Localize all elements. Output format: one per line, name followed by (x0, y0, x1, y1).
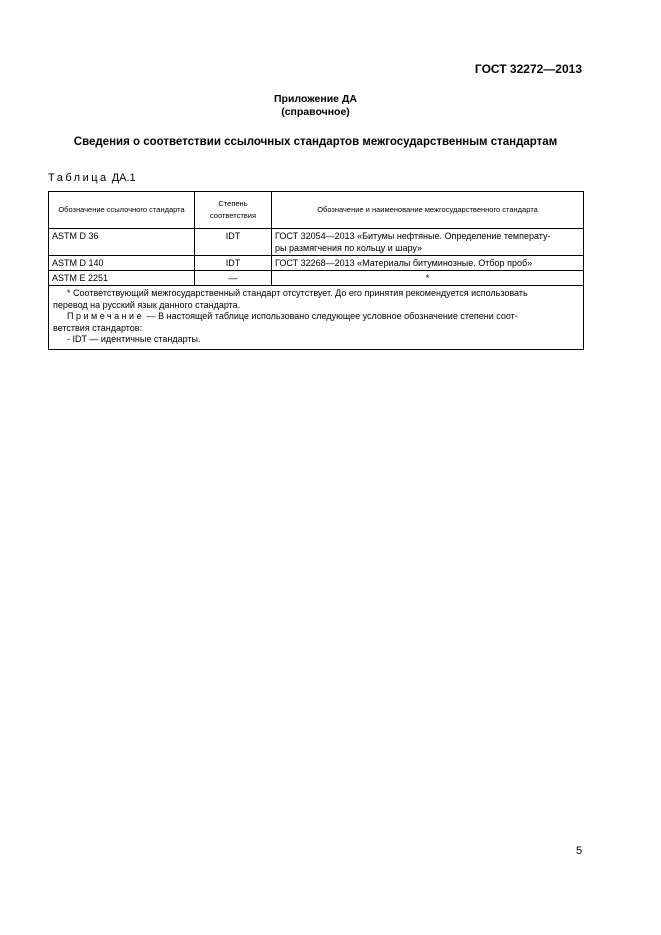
footnote (53, 288, 579, 300)
cell-interstate: * (272, 271, 584, 286)
table-notes-row (49, 286, 584, 350)
note-line: ветствия стандартов: (53, 322, 143, 333)
cell-degree: — (195, 271, 272, 286)
page-number: 5 (576, 845, 583, 857)
cell-interstate (272, 229, 584, 256)
correspondence-table (48, 191, 584, 350)
table-notes (49, 286, 584, 350)
table-caption-word: Таблица (48, 172, 109, 184)
table-header-row (49, 192, 584, 229)
note-line (53, 311, 518, 323)
cell-interstate-line: ры размягчения по кольцу и шару» (275, 243, 423, 253)
table-row (49, 229, 584, 256)
note-item-text: - IDT — идентичные стандарты. (67, 334, 201, 344)
cell-interstate-line: ГОСТ 32054—2013 «Битумы нефтяные. Определение температу- (275, 231, 551, 241)
cell-degree: IDT (195, 256, 272, 271)
header-interstate-standard: Обозначение и наименование межгосударственного стандарта (272, 192, 584, 229)
header-degree: Степень соответствия (195, 192, 272, 229)
footnote-line: * Соответствующий межгосударственный стандарт отсутствует. До его принятия рекомендуется использовать (67, 288, 528, 298)
note (53, 311, 579, 323)
table-caption-id: ДА.1 (111, 172, 136, 184)
note-label: Примечание (67, 311, 145, 321)
header-reference-standard: Обозначение ссылочного стандарта (49, 192, 195, 229)
cell-degree: IDT (195, 229, 272, 256)
table-caption (48, 172, 136, 184)
section-title: Сведения о соответствии ссылочных стандартов межгосударственным стандартам (73, 136, 558, 148)
cell-ref: ASTM D 36 (49, 229, 195, 256)
annex-title: Приложение ДА (274, 93, 357, 105)
table-row (49, 271, 584, 286)
document-code: ГОСТ 32272—2013 (474, 62, 582, 76)
note-text: — В настоящей таблице использовано следующее условное обозначение степени соот- (144, 311, 518, 321)
cell-interstate: ГОСТ 32268—2013 «Материалы битуминозные. Отбор проб» (272, 256, 584, 271)
annex-subtitle: (справочное) (281, 106, 350, 118)
table-row (49, 256, 584, 271)
footnote-line: перевод на русский язык данного стандарта. (53, 299, 241, 310)
cell-ref: ASTM D 140 (49, 256, 195, 271)
note-item (53, 334, 579, 346)
cell-ref: ASTM E 2251 (49, 271, 195, 286)
